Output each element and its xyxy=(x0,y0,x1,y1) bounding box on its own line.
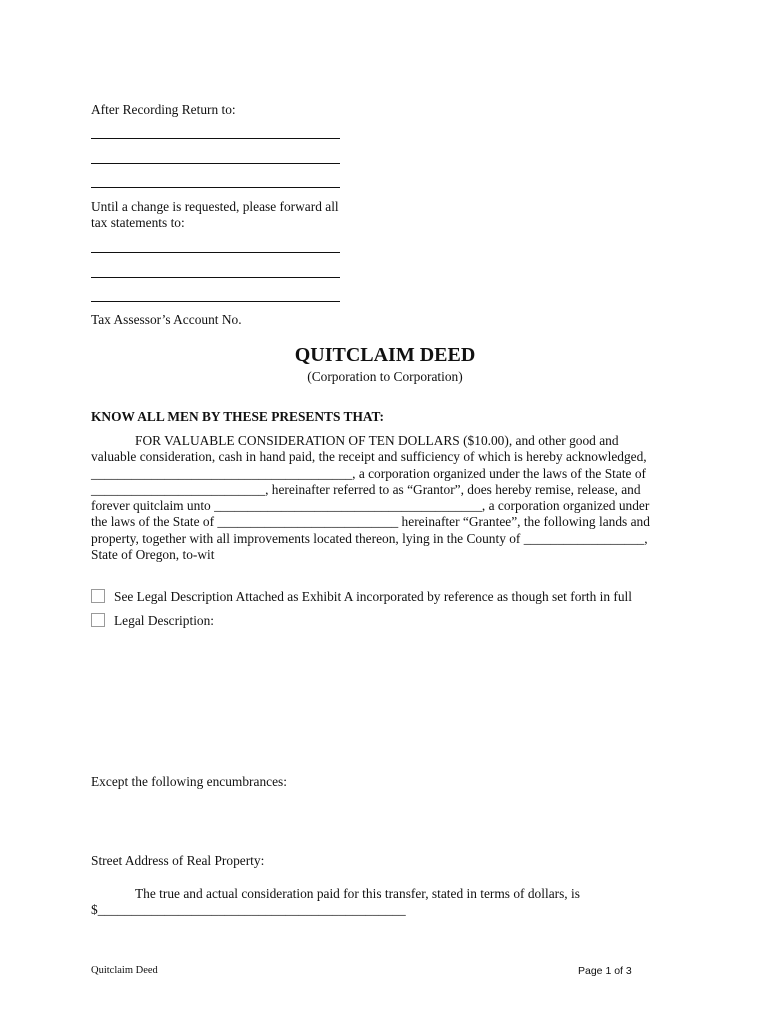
paragraph-line: property, together with all improvements located thereon, lying in the County of __________________, xyxy=(91,530,648,546)
tax-statements-label xyxy=(91,199,339,231)
tax-statements-line-3[interactable] xyxy=(91,301,340,302)
exhibit-a-checkbox[interactable] xyxy=(91,589,105,603)
intro-heading: KNOW ALL MEN BY THESE PRESENTS THAT: xyxy=(91,409,384,424)
document-title: QUITCLAIM DEED xyxy=(294,344,476,366)
return-to-label: After Recording Return to: xyxy=(91,102,236,117)
consideration-statement: The true and actual consideration paid for this transfer, stated in terms of dollars, is xyxy=(135,886,580,901)
tax-statements-label-line-1: Until a change is requested, please forward all xyxy=(91,199,339,214)
paragraph-line: valuable consideration, cash in hand paid, the receipt and sufficiency of which is hereby acknowledged, xyxy=(91,449,647,465)
exhibit-a-label: See Legal Description Attached as Exhibit A incorporated by reference as though set forth in full xyxy=(114,589,632,604)
return-to-line-2[interactable] xyxy=(91,163,340,164)
tax-account-label: Tax Assessor’s Account No. xyxy=(91,312,242,327)
footer-document-name: Quitclaim Deed xyxy=(91,965,158,976)
return-to-line-1[interactable] xyxy=(91,138,340,139)
return-to-line-3[interactable] xyxy=(91,187,340,188)
consideration-paragraph xyxy=(91,433,681,563)
paragraph-line: forever quitclaim unto ________________________________________, a corporation organized under xyxy=(91,498,650,514)
footer-page-number: Page 1 of 3 xyxy=(578,965,632,977)
paragraph-line: FOR VALUABLE CONSIDERATION OF TEN DOLLARS ($10.00), and other good and xyxy=(135,433,619,448)
consideration-amount-field[interactable]: $______________________________________________ xyxy=(91,902,406,917)
street-address-label: Street Address of Real Property: xyxy=(91,853,265,868)
tax-statements-line-2[interactable] xyxy=(91,277,340,278)
tax-statements-label-line-2: tax statements to: xyxy=(91,215,185,230)
paragraph-line: _______________________________________, a corporation organized under the laws of the State of xyxy=(91,465,646,481)
paragraph-line: __________________________, hereinafter referred to as “Grantor”, does hereby remise, release, and xyxy=(91,481,641,497)
encumbrances-label: Except the following encumbrances: xyxy=(91,774,287,789)
legal-description-label: Legal Description: xyxy=(114,613,215,628)
paragraph-line: the laws of the State of ___________________________ hereinafter “Grantee”, the following lands and xyxy=(91,514,650,530)
paragraph-line: State of Oregon, to-wit xyxy=(91,547,215,563)
legal-description-checkbox[interactable] xyxy=(91,613,105,627)
tax-statements-line-1[interactable] xyxy=(91,252,340,253)
document-subtitle: (Corporation to Corporation) xyxy=(307,369,463,384)
